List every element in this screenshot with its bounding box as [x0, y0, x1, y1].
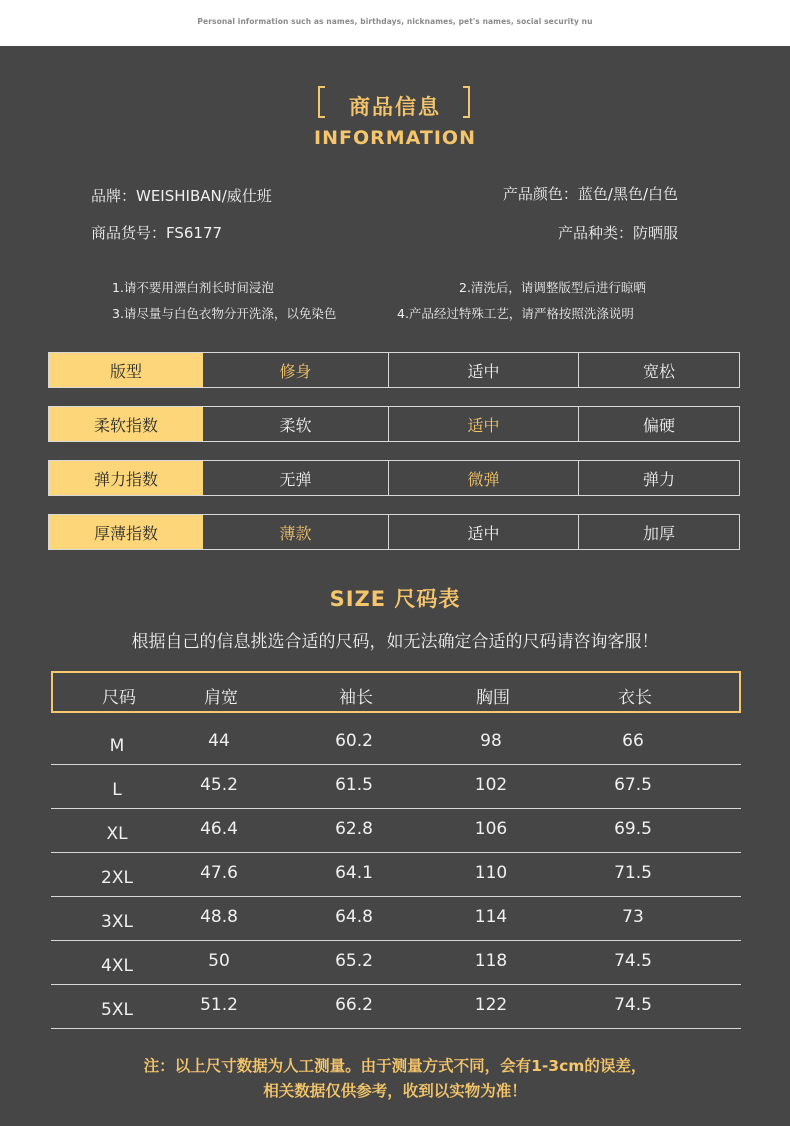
cell-sleeve: 64.1 — [335, 863, 373, 883]
cell-shoulder: 50 — [208, 951, 230, 971]
size-row — [51, 941, 741, 985]
cell-chest: 98 — [480, 731, 502, 751]
size-title: SIZE 尺码表 — [329, 587, 461, 611]
cell-size: 4XL — [101, 956, 133, 976]
cell-size: M — [109, 736, 125, 756]
size-row — [51, 853, 741, 897]
cell-sleeve: 66.2 — [335, 995, 373, 1015]
cell-length: 71.5 — [614, 863, 652, 883]
footnote-line-1: 注：以上尺寸数据为人工测量。由于测量方式不同，会有1-3cm的误差， — [143, 1057, 647, 1075]
index-row — [48, 514, 740, 550]
cell-size: XL — [106, 824, 128, 844]
cell-size: L — [112, 780, 122, 800]
cell-chest: 110 — [474, 863, 508, 883]
cell-size: 3XL — [101, 912, 133, 932]
care-note-3: 3.请尽量与白色衣物分开洗涤，以免染色 — [112, 306, 337, 321]
size-row — [51, 721, 741, 765]
size-row — [51, 765, 741, 809]
brand-info: 品牌：WEISHIBAN/威仕班 — [91, 187, 272, 205]
cell-shoulder: 48.8 — [200, 907, 238, 927]
top-banner — [0, 0, 790, 46]
index-label: 厚薄指数 — [49, 515, 203, 549]
header-length: 衣长 — [618, 688, 652, 708]
privacy-notice: Personal information such as names, birthdays, nicknames, pet's names, social security nu — [197, 17, 593, 26]
cell-size: 5XL — [101, 1000, 133, 1020]
size-row — [51, 897, 741, 941]
color-info: 产品颜色：蓝色/黑色/白色 — [502, 185, 678, 203]
cell-chest: 102 — [474, 775, 508, 795]
index-option: 适中 — [388, 353, 578, 387]
size-subtitle: 根据自己的信息挑选合适的尺码，如无法确定合适的尺码请咨询客服！ — [131, 632, 659, 652]
cell-length: 69.5 — [614, 819, 652, 839]
cell-sleeve: 61.5 — [335, 775, 373, 795]
index-option: 弹力 — [578, 461, 739, 495]
cell-size: 2XL — [101, 868, 133, 888]
size-table-header — [51, 671, 741, 713]
care-note-2: 2.清洗后，请调整版型后进行晾晒 — [459, 280, 646, 295]
section-title-cn: 商品信息 — [349, 95, 441, 119]
index-row — [48, 406, 740, 442]
header-size: 尺码 — [102, 688, 136, 708]
care-note-1: 1.请不要用漂白剂长时间浸泡 — [112, 280, 274, 295]
header-shoulder: 肩宽 — [204, 688, 238, 708]
index-row — [48, 352, 740, 388]
cell-shoulder: 46.4 — [200, 819, 238, 839]
index-option-selected: 微弹 — [388, 461, 578, 495]
cell-sleeve: 64.8 — [335, 907, 373, 927]
size-row — [51, 809, 741, 853]
index-option: 适中 — [388, 515, 578, 549]
index-option: 柔软 — [279, 415, 312, 435]
cell-shoulder: 47.6 — [200, 863, 238, 883]
index-label: 弹力指数 — [49, 461, 203, 495]
index-option-selected: 适中 — [388, 407, 578, 441]
header-sleeve: 袖长 — [339, 688, 373, 708]
item-number-info: 商品货号：FS6177 — [91, 224, 223, 242]
cell-chest: 106 — [474, 819, 508, 839]
index-row — [48, 460, 740, 496]
index-label: 柔软指数 — [49, 407, 203, 441]
cell-shoulder: 44 — [208, 731, 230, 751]
cell-length: 73 — [622, 907, 644, 927]
cell-length: 74.5 — [614, 995, 652, 1015]
cell-sleeve: 65.2 — [335, 951, 373, 971]
index-option: 加厚 — [578, 515, 739, 549]
cell-sleeve: 60.2 — [335, 731, 373, 751]
footnote-line-2: 相关数据仅供参考，收到以实物为准！ — [263, 1082, 527, 1100]
size-row — [51, 985, 741, 1029]
cell-length: 74.5 — [614, 951, 652, 971]
index-option-selected: 薄款 — [279, 523, 312, 543]
header-chest: 胸围 — [476, 688, 510, 708]
index-option: 偏硬 — [578, 407, 739, 441]
category-info: 产品种类：防晒服 — [557, 224, 678, 242]
index-label: 版型 — [49, 353, 203, 387]
cell-sleeve: 62.8 — [335, 819, 373, 839]
cell-length: 66 — [622, 731, 644, 751]
cell-length: 67.5 — [614, 775, 652, 795]
care-note-4: 4.产品经过特殊工艺，请严格按照洗涤说明 — [397, 306, 634, 321]
cell-chest: 118 — [474, 951, 508, 971]
index-option: 宽松 — [578, 353, 739, 387]
info-header — [0, 86, 790, 156]
section-title-en: INFORMATION — [314, 127, 476, 149]
cell-shoulder: 45.2 — [200, 775, 238, 795]
cell-chest: 122 — [474, 995, 508, 1015]
cell-chest: 114 — [474, 907, 508, 927]
index-option-selected: 修身 — [279, 361, 312, 381]
index-option: 无弹 — [279, 469, 312, 489]
cell-shoulder: 51.2 — [200, 995, 238, 1015]
